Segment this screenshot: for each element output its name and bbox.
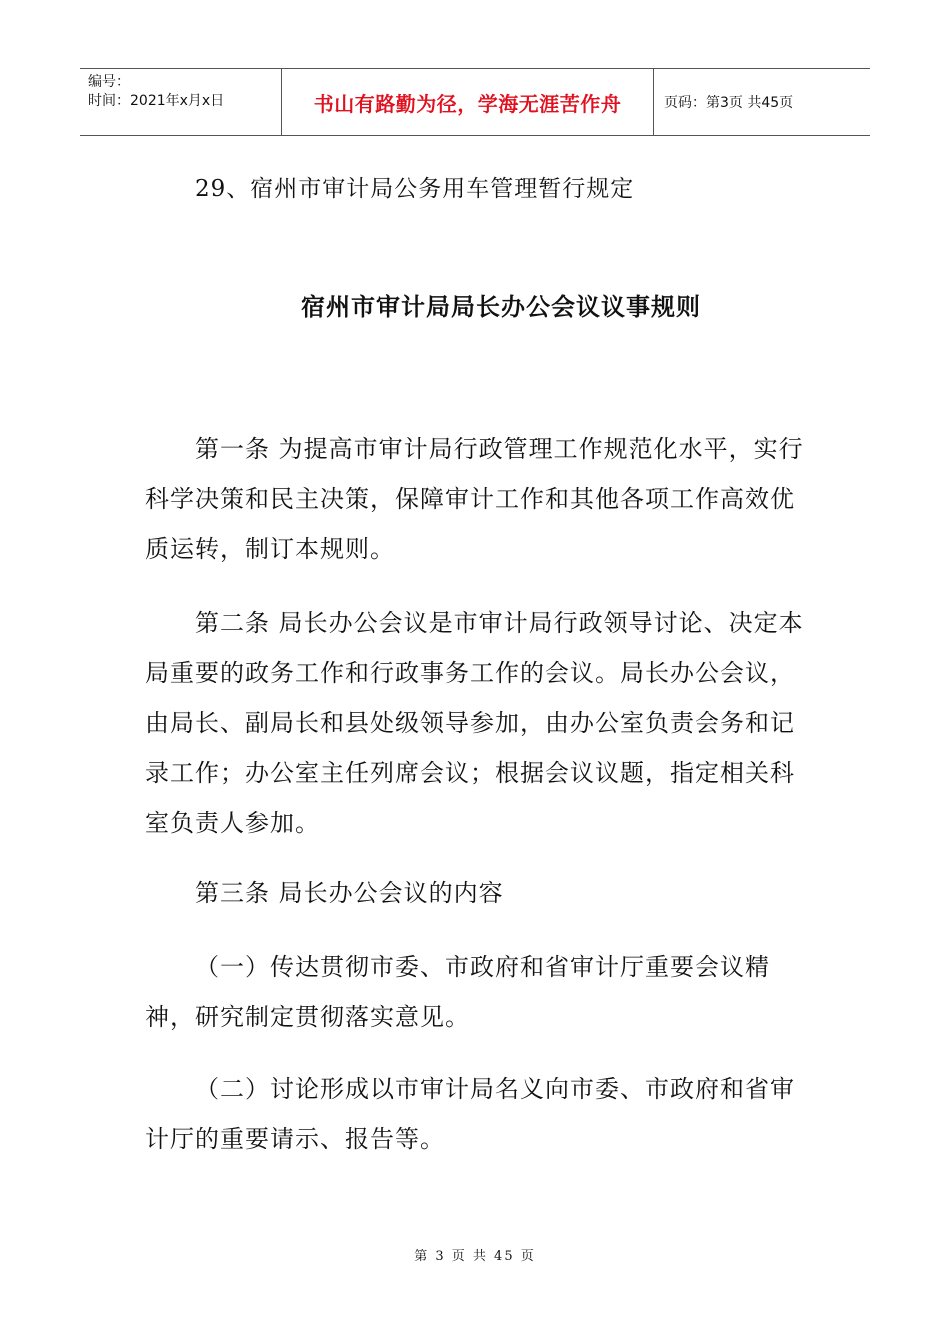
- header-page-info: 页码：第3页 共45页: [664, 95, 794, 111]
- article-1: [145, 424, 805, 574]
- article-3-item-1: [145, 942, 805, 1042]
- page-footer: 第 3 页 共 45 页: [414, 1249, 536, 1264]
- header-motto: 书山有路勤为径，学海无涯苦作舟: [313, 91, 622, 116]
- toc-entry: 29、宿州市审计局公务用车管理暂行规定: [195, 176, 635, 202]
- paragraph: 第三条 局长办公会议的内容: [195, 879, 504, 907]
- header-number-label: 编号：: [88, 74, 130, 90]
- header-page-cell: [654, 69, 870, 135]
- paragraph: （二）讨论形成以市审计局名义向市委、市政府和省审计厅的重要请示、报告等。: [145, 1075, 795, 1153]
- article-3: [145, 868, 805, 918]
- paragraph: （一）传达贯彻市委、市政府和省审计厅重要会议精神，研究制定贯彻落实意见。: [145, 953, 770, 1031]
- page-header: [80, 68, 870, 136]
- header-motto-cell: [282, 69, 654, 135]
- paragraph: 第二条 局长办公会议是市审计局行政领导讨论、决定本局重要的政务工作和行政事务工作的会议。局长办公会议，由局长、副局长和县处级领导参加，由办公室负责会务和记录工作；办公室主任列席会议；根据会议议题，指定相关科室负责人参加。: [145, 609, 804, 837]
- article-3-item-2: [145, 1064, 805, 1164]
- header-date-label: 时间：2021年x月x日: [88, 93, 225, 109]
- article-2: [145, 598, 805, 848]
- header-meta-cell: [80, 69, 282, 135]
- paragraph: 第一条 为提高市审计局行政管理工作规范化水平，实行科学决策和民主决策，保障审计工作和其他各项工作高效优质运转，制订本规则。: [145, 435, 804, 563]
- document-title: 宿州市审计局局长办公会议议事规则: [301, 293, 701, 321]
